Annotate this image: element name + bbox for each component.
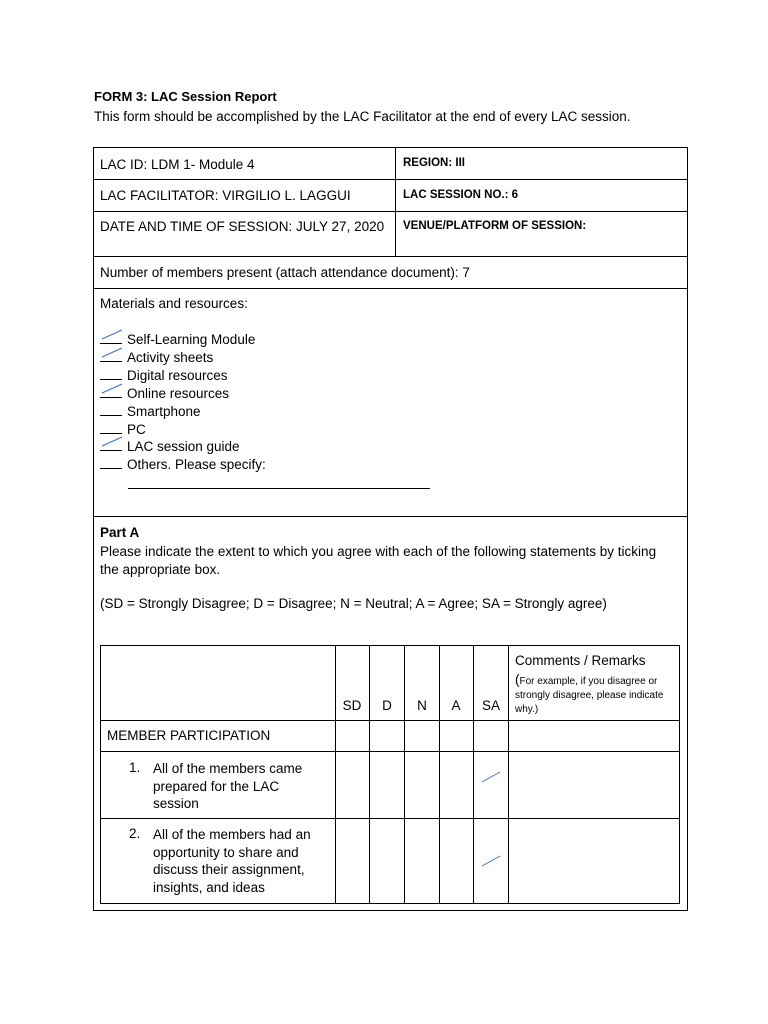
list-item: Self-Learning Module <box>100 331 266 349</box>
column-divider <box>508 645 509 904</box>
statement-text: All of the members had an opportunity to share and discuss their assignment, insights, and ideas <box>153 827 311 895</box>
column-divider <box>404 645 405 904</box>
row-divider <box>100 818 680 819</box>
date-time-field: DATE AND TIME OF SESSION: JULY 27, 2020 <box>100 219 385 234</box>
checkbox-blank[interactable] <box>100 349 122 362</box>
statement-number: 2. <box>129 826 141 841</box>
row-divider <box>93 179 688 180</box>
list-item: Online resources <box>100 385 266 403</box>
list-item: Digital resources <box>100 367 266 385</box>
row-divider <box>100 751 680 752</box>
column-divider <box>473 645 474 904</box>
row-divider <box>93 256 688 257</box>
column-divider <box>369 645 370 904</box>
comments-header: Comments / Remarks <box>515 653 646 668</box>
rating-legend: (SD = Strongly Disagree; D = Disagree; N = Neutral; A = Agree; SA = Strongly agree) <box>100 596 607 611</box>
section-member-participation: MEMBER PARTICIPATION <box>107 728 271 743</box>
list-item: LAC session guide <box>100 438 266 456</box>
form-title: FORM 3: LAC Session Report <box>94 89 277 104</box>
check-mark-icon <box>100 434 124 448</box>
checkbox-blank[interactable] <box>100 438 122 451</box>
session-no-field: LAC SESSION NO.: 6 <box>403 189 519 201</box>
column-header-n: N <box>417 698 427 713</box>
check-mark-icon <box>100 381 124 395</box>
facilitator-field: LAC FACILITATOR: VIRGILIO L. LAGGUI <box>100 188 351 203</box>
column-header-sd: SD <box>342 698 362 713</box>
check-mark-icon <box>100 345 124 359</box>
comments-note: (For example, if you disagree or strongly disagree, please indicate why.) <box>515 672 664 715</box>
part-a-title: Part A <box>100 525 140 540</box>
lac-id-field: LAC ID: LDM 1- Module 4 <box>100 157 255 172</box>
checkbox-blank[interactable] <box>100 421 122 434</box>
list-item: Others. Please specify: <box>100 456 266 474</box>
column-header-a: A <box>451 698 461 713</box>
column-divider <box>335 645 336 904</box>
part-a-instruction: Please indicate the extent to which you agree with each of the following statements by ticking the appropriate box. <box>100 544 657 577</box>
check-mark-icon <box>480 770 504 784</box>
checkbox-blank[interactable] <box>100 331 122 344</box>
row-divider <box>93 211 688 212</box>
checkbox-blank[interactable] <box>100 385 122 398</box>
checkbox-blank[interactable] <box>100 367 122 380</box>
specify-input-line[interactable] <box>128 488 430 489</box>
check-mark-icon <box>100 327 124 341</box>
row-divider <box>93 516 688 517</box>
check-mark-icon <box>480 854 504 868</box>
venue-field: VENUE/PLATFORM OF SESSION: <box>403 220 587 232</box>
column-header-d: D <box>382 698 392 713</box>
checkbox-blank[interactable] <box>100 456 122 469</box>
materials-list <box>100 331 266 474</box>
list-item: Smartphone <box>100 403 266 421</box>
column-header-sa: SA <box>481 698 500 713</box>
list-item: PC <box>100 421 266 439</box>
column-divider <box>395 147 396 257</box>
list-item: Activity sheets <box>100 349 266 367</box>
column-divider <box>439 645 440 904</box>
checkbox-blank[interactable] <box>100 403 122 416</box>
region-field: REGION: III <box>403 157 465 169</box>
statement-text: All of the members came prepared for the LAC session <box>153 761 303 811</box>
row-divider <box>93 288 688 289</box>
statement-number: 1. <box>129 760 141 775</box>
materials-heading: Materials and resources: <box>100 296 248 311</box>
members-present-field: Number of members present (attach attendance document): 7 <box>100 265 470 280</box>
form-subtitle: This form should be accomplished by the LAC Facilitator at the end of every LAC session. <box>94 109 631 124</box>
row-divider <box>100 720 680 721</box>
